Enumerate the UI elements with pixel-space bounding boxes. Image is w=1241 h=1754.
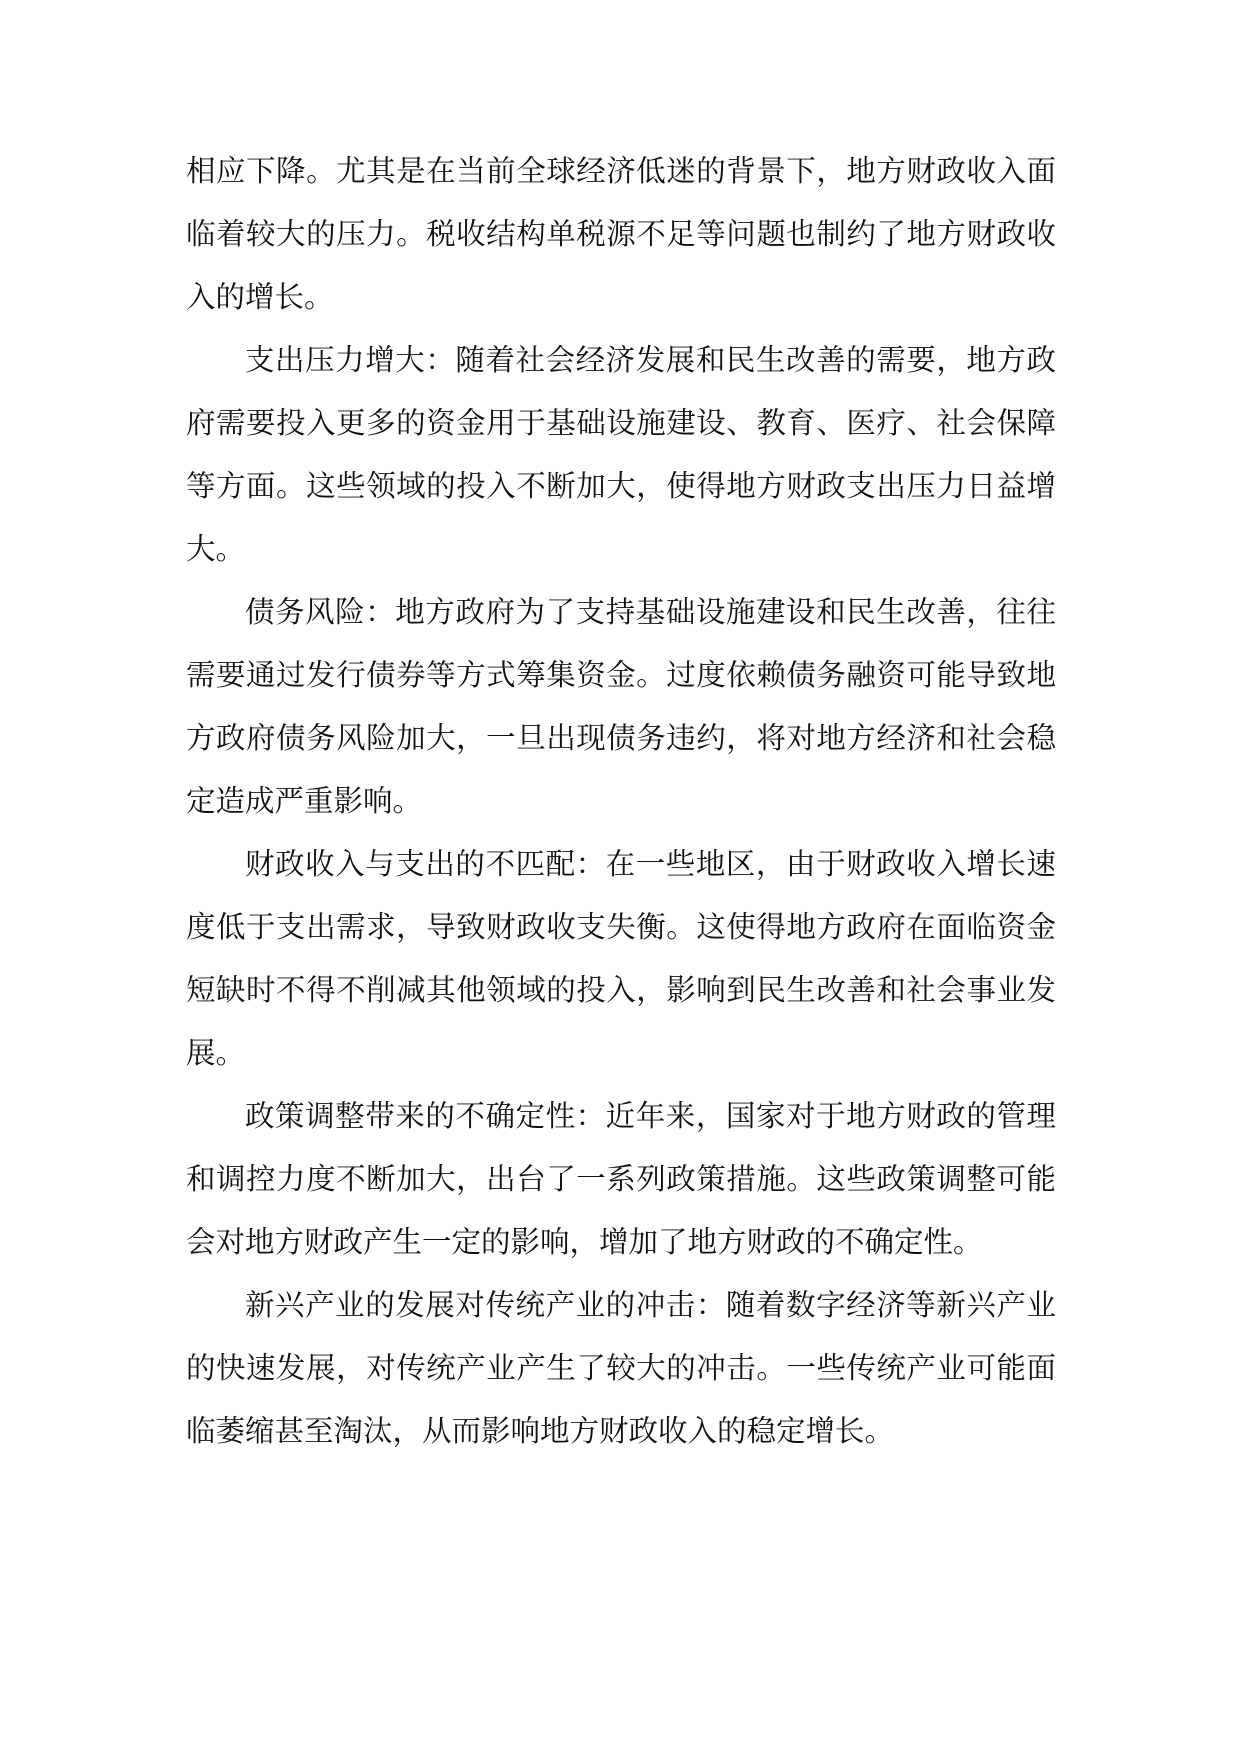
paragraph-debt-risk: 债务风险：地方政府为了支持基础设施建设和民生改善，往往需要通过发行债券等方式筹集资金。过度依赖债务融资可能导致地方政府债务风险加大，一旦出现债务违约，将对地方经济和社会稳定造成严重影响。 (186, 595, 1056, 818)
paragraph-emerging-industries: 新兴产业的发展对传统产业的冲击：随着数字经济等新兴产业的快速发展，对传统产业产生了较大的冲击。一些传统产业可能面临萎缩甚至淘汰，从而影响地方财政收入的稳定增长。 (186, 1288, 1056, 1448)
paragraph-expenditure-pressure: 支出压力增大：随着社会经济发展和民生改善的需要，地方政府需要投入更多的资金用于基础设施建设、教育、医疗、社会保障等方面。这些领域的投入不断加大，使得地方财政支出压力日益增大。 (186, 343, 1056, 566)
paragraph-revenue-expenditure-mismatch: 财政收入与支出的不匹配：在一些地区，由于财政收入增长速度低于支出需求，导致财政收支失衡。这使得地方政府在面临资金短缺时不得不削减其他领域的投入，影响到民生改善和社会事业发展。 (186, 847, 1056, 1070)
paragraph-continuation: 相应下降。尤其是在当前全球经济低迷的背景下，地方财政收入面临着较大的压力。税收结构单税源不足等问题也制约了地方财政收入的增长。 (186, 154, 1056, 314)
paragraph-policy-uncertainty: 政策调整带来的不确定性：近年来，国家对于地方财政的管理和调控力度不断加大，出台了一系列政策措施。这些政策调整可能会对地方财政产生一定的影响，增加了地方财政的不确定性。 (186, 1099, 1056, 1259)
document-body (186, 140, 1056, 1463)
